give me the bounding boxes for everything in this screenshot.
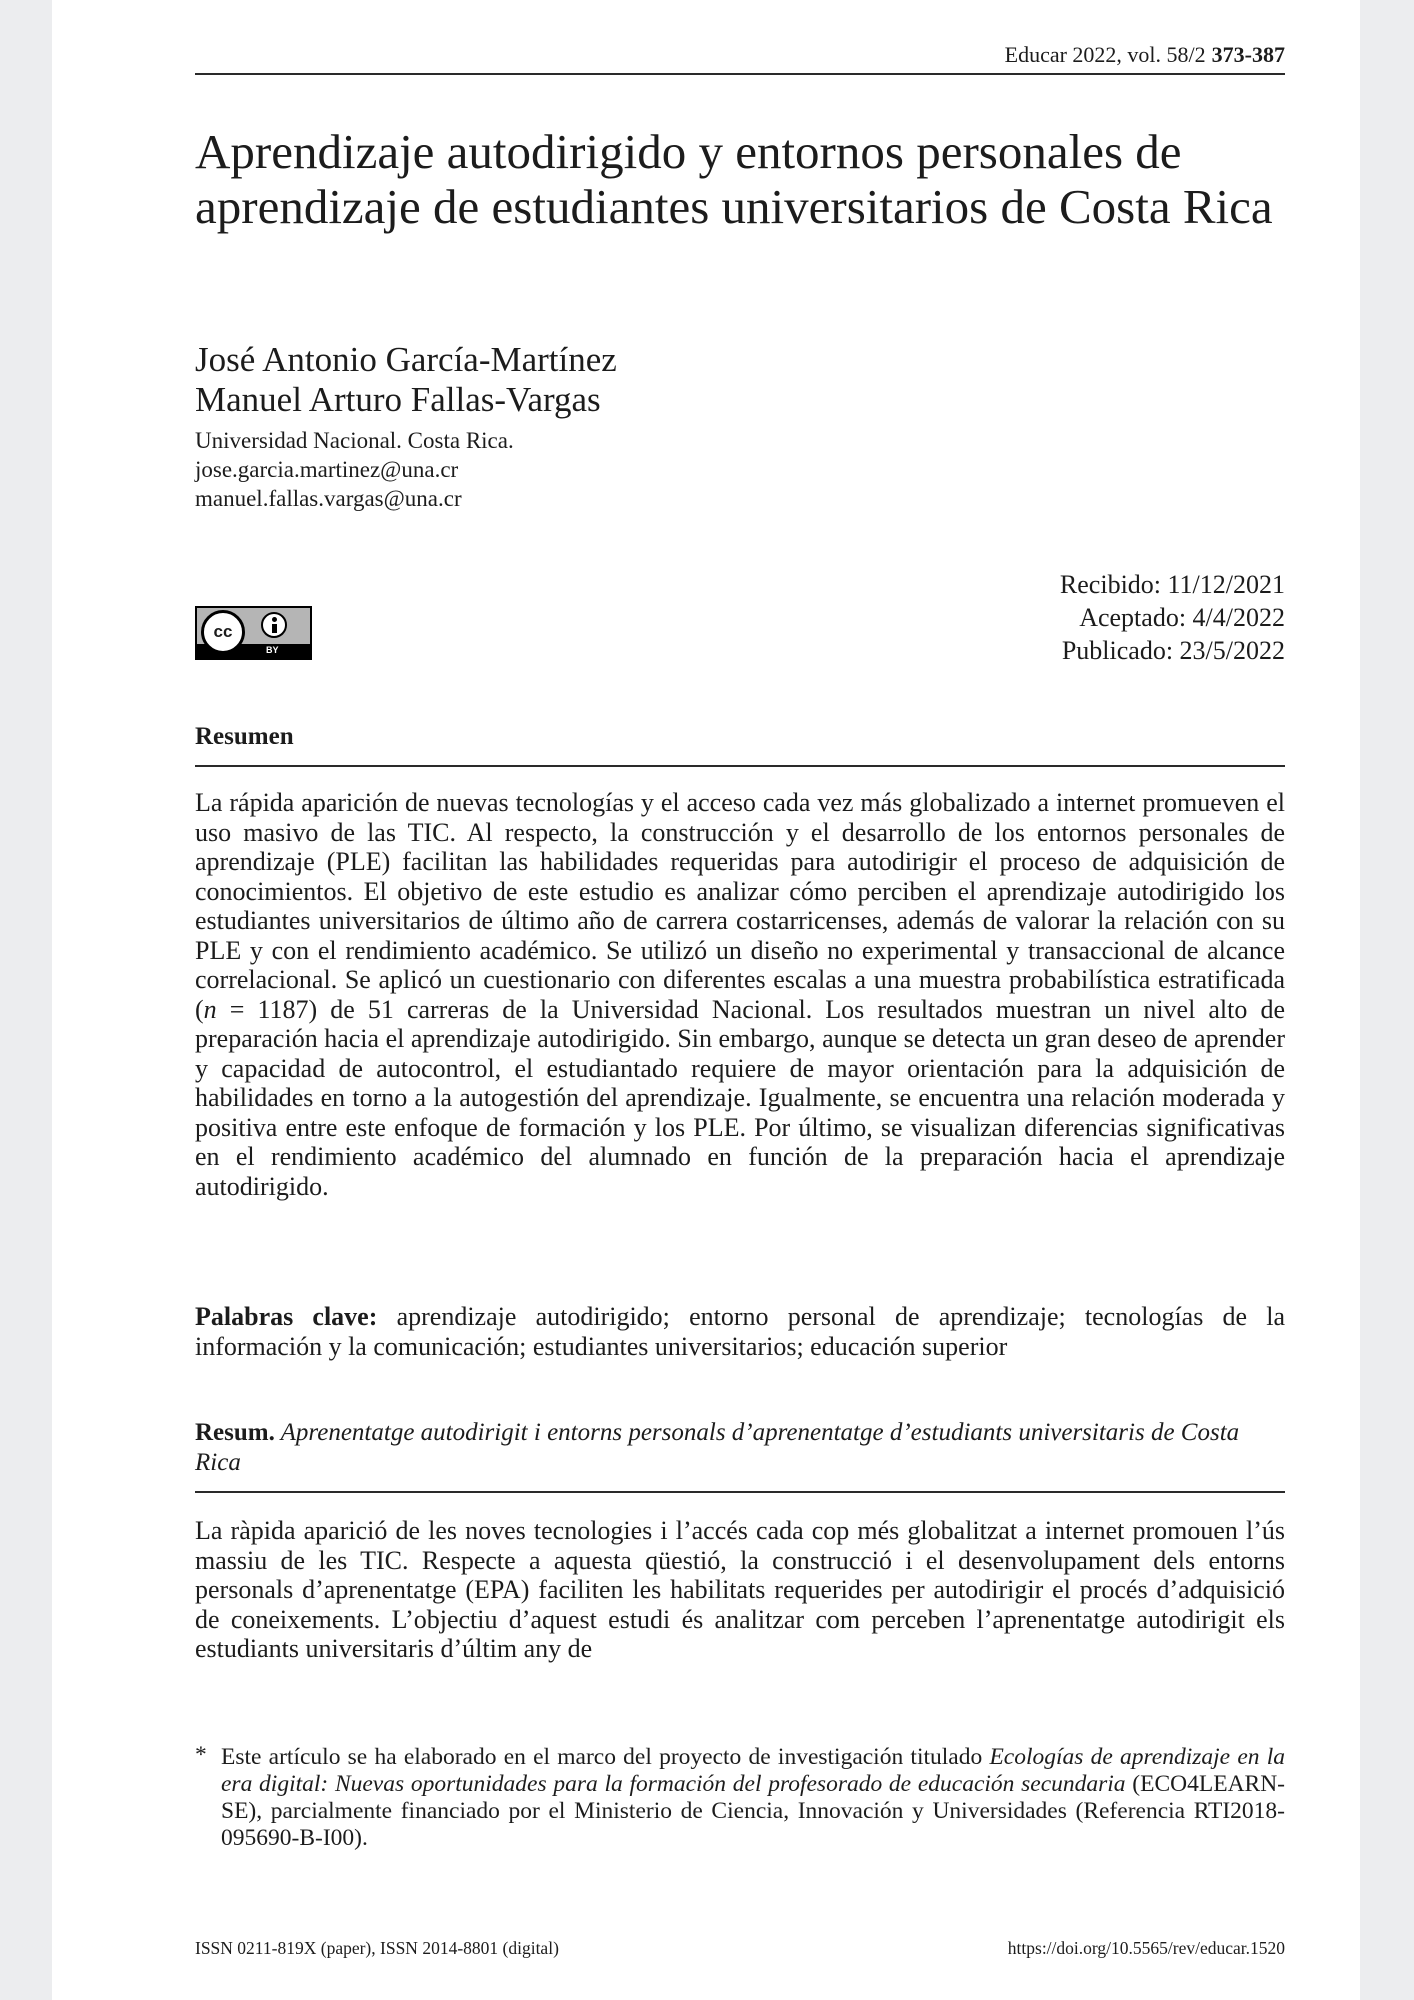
footnote-marker: *: [195, 1742, 207, 1768]
author-name: José Antonio García-Martínez: [195, 340, 617, 379]
resum-label: Resum.: [195, 1419, 275, 1446]
doi-link[interactable]: https://doi.org/10.5565/rev/educar.1520: [1007, 1938, 1285, 1958]
footnote-text-part2: (ECO4LEARN-SE), parcialmente financiado por el Ministerio de Ciencia, Innovación y Universidades (Referencia RTI2018-095690-B-I00).: [221, 1771, 1286, 1851]
resumen-text: [195, 788, 1285, 1201]
author-block: [195, 340, 995, 513]
date-received: Recibido: 11/12/2021: [1059, 570, 1285, 599]
cc-logo-icon: cc: [201, 610, 245, 654]
cc-by-license-icon: [195, 606, 312, 660]
running-head: [1005, 42, 1285, 68]
project-title: Ecologías de aprendizaje en la era digital: Nuevas oportunidades para la formación del profesorado de educación secundaria: [221, 1744, 1285, 1797]
keywords-label: Palabras clave:: [195, 1302, 378, 1331]
resum-text: La ràpida aparició de les noves tecnologies i l’accés cada cop més globalitzat a internet promouen l’ús massiu de les TIC. Respecte a aquesta qüestió, la construcció i el desenvolupament dels entorns personals d’aprenentatge (EPA) faciliten les habilitats requerides per autodirigir el procés d’adquisició de coneixements. L’objectiu d’aquest estudi és analitzar com perceben l’aprenentatge autodirigit els estudiants universitaris d’últim any de: [195, 1516, 1285, 1663]
header-rule: [195, 73, 1285, 75]
resumen-heading: [195, 722, 1285, 767]
attribution-person-icon: [261, 612, 287, 638]
issn: ISSN 0211-819X (paper), ISSN 2014-8801 (digital): [195, 1938, 559, 1958]
date-published: Publicado: 23/5/2022: [1061, 636, 1285, 665]
keywords-list: aprendizaje autodirigido; entorno personal de aprendizaje; tecnologías de la información y la comunicación; estudiantes universitarios; educación superior: [195, 1302, 1286, 1361]
author-name: Manuel Arturo Fallas-Vargas: [195, 380, 601, 419]
footnote-text-part1: Este artículo se ha elaborado en el marco del proyecto de investigación titulado: [221, 1744, 990, 1770]
author-email: manuel.fallas.vargas@una.cr: [195, 486, 462, 511]
keywords: [195, 1302, 1285, 1361]
author-email: jose.garcia.martinez@una.cr: [195, 457, 459, 482]
publication-dates: [1060, 568, 1285, 667]
affiliation: Universidad Nacional. Costa Rica.: [195, 428, 514, 453]
page-range: 373-387: [1211, 42, 1285, 67]
resumen-text-part1: La rápida aparición de nuevas tecnologías y el acceso cada vez más globalizado a internet promueven el uso masivo de las TIC. Al respecto, la construcción y el desarrollo de los entornos personales de aprendizaje (PLE) facilitan las habilidades requeridas para autodirigir el proceso de adquisición de conocimientos. El objetivo de este estudio es analizar cómo perciben el aprendizaje autodirigido los estudiantes universitarios de último año de carrera costarricenses, además de valorar la relación con su PLE y con el rendimiento académico. Se utilizó un diseño no experimental y transaccional de alcance correlacional. Se aplicó un cuestionario con diferentes escalas a una muestra probabilística estratificada (: [195, 788, 1285, 1024]
journal-citation: Educar 2022, vol. 58/2: [1004, 42, 1206, 67]
resum-title: Aprenentatge autodirigit i entorns personals d’aprenentatge d’estudiants universitaris de Costa Rica: [195, 1419, 1240, 1476]
resum-heading: [195, 1418, 1285, 1493]
date-accepted: Aceptado: 4/4/2022: [1079, 603, 1285, 632]
footnote: [195, 1744, 1285, 1852]
cc-by-label: BY: [266, 645, 279, 655]
article-title: Aprendizaje autodirigido y entornos personales de aprendizaje de estudiantes universitarios de Costa Rica: [195, 124, 1273, 234]
resumen-text-part2: = 1187) de 51 carreras de la Universidad Nacional. Los resultados muestran un nivel alto de preparación hacia el aprendizaje autodirigido. Sin embargo, aunque se detecta un gran deseo de aprender y capacidad de autocontrol, el estudiantado requiere de mayor orientación para la adquisición de habilidades en torno a la autogestión del aprendizaje. Igualmente, se encuentra una relación moderada y positiva entre este enfoque de formación y los PLE. Por último, se visualizan diferencias significativas en el rendimiento académico del alumnado en función de la preparación hacia el aprendizaje autodirigido.: [195, 994, 1285, 1201]
resumen-label: Resumen: [195, 723, 294, 750]
sample-size-variable: n: [203, 994, 217, 1024]
page-footer: [195, 1938, 1285, 1959]
paper-page: [52, 0, 1360, 2000]
